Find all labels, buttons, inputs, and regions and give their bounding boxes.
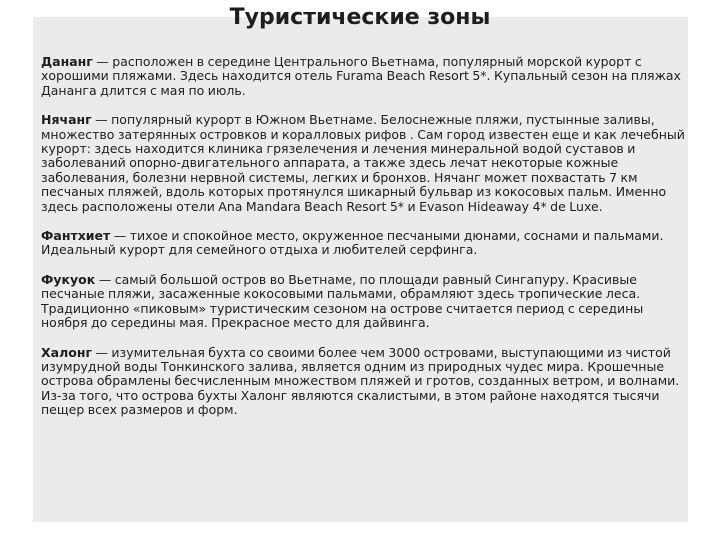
place-description: — тихое и спокойное место, окруженное песчаными дюнами, соснами и пальмами. Идеальный курорт для семейного отдыха и любителей серфинга. [41,228,664,258]
place-description: — расположен в середине Центрального Вьетнама, популярный морской курорт с хорошими пляжами. Здесь находится отель Furama Beach Resort 5*. Купальный сезон на пляжах Дананга длится с мая по июль. [41,54,681,98]
place-name: Халонг [41,344,92,360]
place-name: Нячанг [41,112,92,128]
place-name: Фантхиет [41,228,111,244]
place-description: — самый большой остров во Вьетнаме, по площади равный Сингапуру. Красивые песчаные пляжи, засаженные кокосовыми пальмами, обрамляют здесь тропические леса. Традиционно «пиковым» туристическим сезоном на острове считается период с середины ноября до середины мая. Прекрасное место для дайвинга. [41,271,644,331]
paragraph-danang [41,55,687,98]
paragraph-ha-long [41,346,687,418]
content-body [41,55,687,433]
place-description: — изумительная бухта со своими более чем 3000 островами, выступающими из чистой изумрудной воды Тонкинского залива, является одним из природных чудес мира. Крошечные острова обрамлены бесчисленным множеством пляжей и гротов, созданных ветром, и волнами. Из-за того, что острова бухты Халонг являются скалистыми, в этом районе находятся тысячи пещер всех размеров и форм. [41,344,680,418]
place-name: Дананг [41,54,93,69]
paragraph-phan-thiet [41,229,687,258]
page-title: Туристические зоны [229,5,491,30]
place-name: Фукуок [41,271,96,287]
place-description: — популярный курорт в Южном Вьетнаме. Белоснежные пляжи, пустынные заливы, множество затерянных островков и коралловых рифов . Сам город известен еще и как лечебный курорт: здесь находится клиника грязелечения и лечения минеральной водой суставов и заболеваний опорно-двигательного аппарата, а также здесь лечат некоторые кожные заболевания, болезни нервной системы, легких и бронхов. Нячанг может похвастать 7 км песчаных пляжей, вдоль которых протянулся шикарный бульвар из кокосовых пальм. Именно здесь расположены отели Ana Mandara Beach Resort 5* и Evason Hideaway 4* de Luxe. [41,112,685,214]
paragraph-phu-quoc [41,273,687,331]
paragraph-nha-trang [41,113,687,214]
